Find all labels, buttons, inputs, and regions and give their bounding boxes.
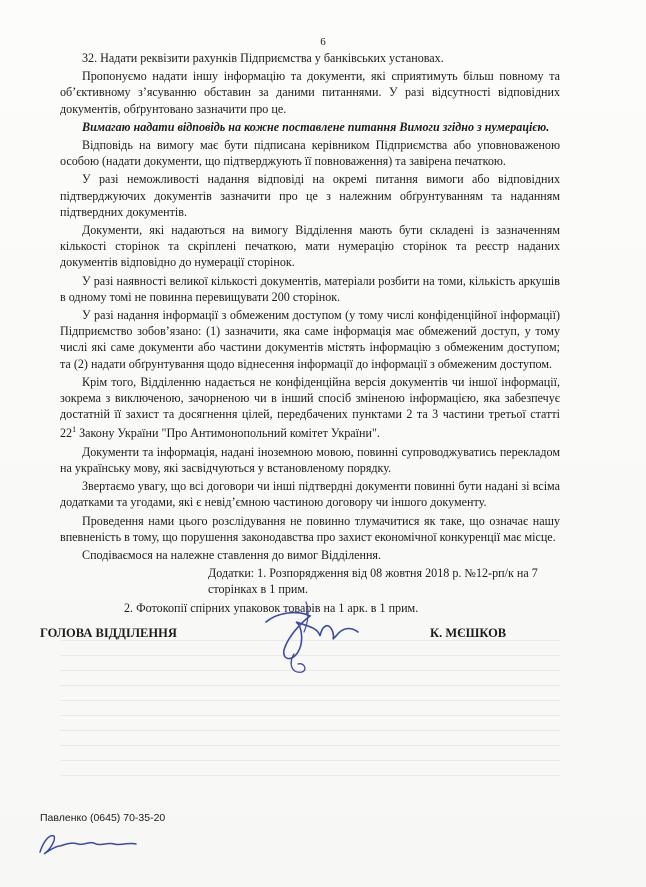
executor-initials-signature [34, 830, 144, 858]
paragraph-demand-answer: Вимагаю надати відповідь на кожне поставлене питання Вимоги згідно з нумерацією. [82, 119, 550, 134]
paragraph-restricted-info: У разі надання інформації з обмеженим доступом (у тому числі конфіденційної інформації) Підприємство зобов’язано: (1) зазначити, яка саме інформація має обмежений доступ, у тому числі які саме документи або частини документів містять інформацію з обмеженим доступом; та (2) надати обґрунтування щодо віднесення інформації до інформації з обмеженим доступом. [60, 308, 560, 371]
article-superscript: 1 [72, 425, 77, 435]
signatory-position: ГОЛОВА ВІДДІЛЕННЯ [40, 626, 177, 640]
attachment-1: Додатки: 1. Розпорядження від 08 жовтня 2018 р. №12-рп/к на 7 сторінках в 1 прим. [208, 566, 538, 597]
paragraph-other-info: Пропонуємо надати іншу інформацію та документи, які сприятимуть більш повному та об’єктивному з’ясуванню обставин за даними питаннями. У разі відсутності відповідних документів, обґрунтовано зазначити про це. [60, 69, 560, 116]
attachment-2: 2. Фотокопії спірних упаковок товарів на 1 арк. в 1 прим. [124, 600, 419, 615]
paragraph-nonconfidential-text: Крім того, Відділенню надається не конфіденційна версія документів чи іншої інформації, зокрема з виключеною, зачорненою чи в інший спосіб зміненою інформацією, яка забезпечує достатній її захист та досягнення цілей, передбачених пунктами 2 та 3 частини третьої статті 22 [60, 374, 560, 441]
paragraph-page-numbering: Документи, які надаються на вимогу Відділення мають бути складені із зазначенням кількості сторінок та скріплені печаткою, мати нумерацію сторінок та реєстр наданих документів відповідно до нумерації сторінок. [60, 223, 560, 270]
paragraph-translation: Документи та інформація, надані іноземною мовою, повинні супроводжуватись перекладом на українську мову, які засвідчуються у встановленому порядку. [60, 444, 560, 475]
paragraph-impossibility: У разі неможливості надання відповіді на окремі питання вимоги або відповідних підтверджуючих документів зазначити про це з належним обґрунтуванням та наданням підтвердних документів. [60, 172, 560, 219]
paragraph-nonconfidential-tail: Закону України "Про Антимонопольний комітет України". [76, 426, 380, 441]
signatory-name: К. МЄШКОВ [430, 626, 507, 640]
handwritten-signature [258, 592, 368, 682]
paragraph-contracts: Звертаємо увагу, що всі договори чи інші підтвердні документи повинні бути надані зі всіма додатками та угодами, які є невід’ємною частиною договору чи іншого документу. [60, 479, 560, 510]
letter-body [60, 50, 560, 618]
page-number: 6 [320, 36, 326, 48]
paragraph-signature-requirement: Відповідь на вимогу має бути підписана керівником Підприємства або уповноваженою особою (надати документи, що підтверджують її повноваження) та завірена печаткою. [60, 138, 560, 169]
paragraph-hope: Сподіваємося на належне ставлення до вимог Відділення. [82, 547, 382, 562]
paragraph-item-32: 32. Надати реквізити рахунків Підприємства у банківських установах. [82, 51, 444, 65]
paragraph-investigation: Проведення нами цього розслідування не повинно тлумачитися як таке, що означає нашу впевненість в тому, що порушення законодавства про захист економічної конкуренції має місце. [60, 513, 560, 544]
paragraph-volumes: У разі наявності великої кількості документів, матеріали розбити на томи, кількість аркушів в одному томі не повинна перевищувати 200 сторінок. [60, 273, 560, 304]
paragraph-nonconfidential-version [60, 374, 560, 442]
contact-line: Павленко (0645) 70-35-20 [40, 812, 166, 824]
